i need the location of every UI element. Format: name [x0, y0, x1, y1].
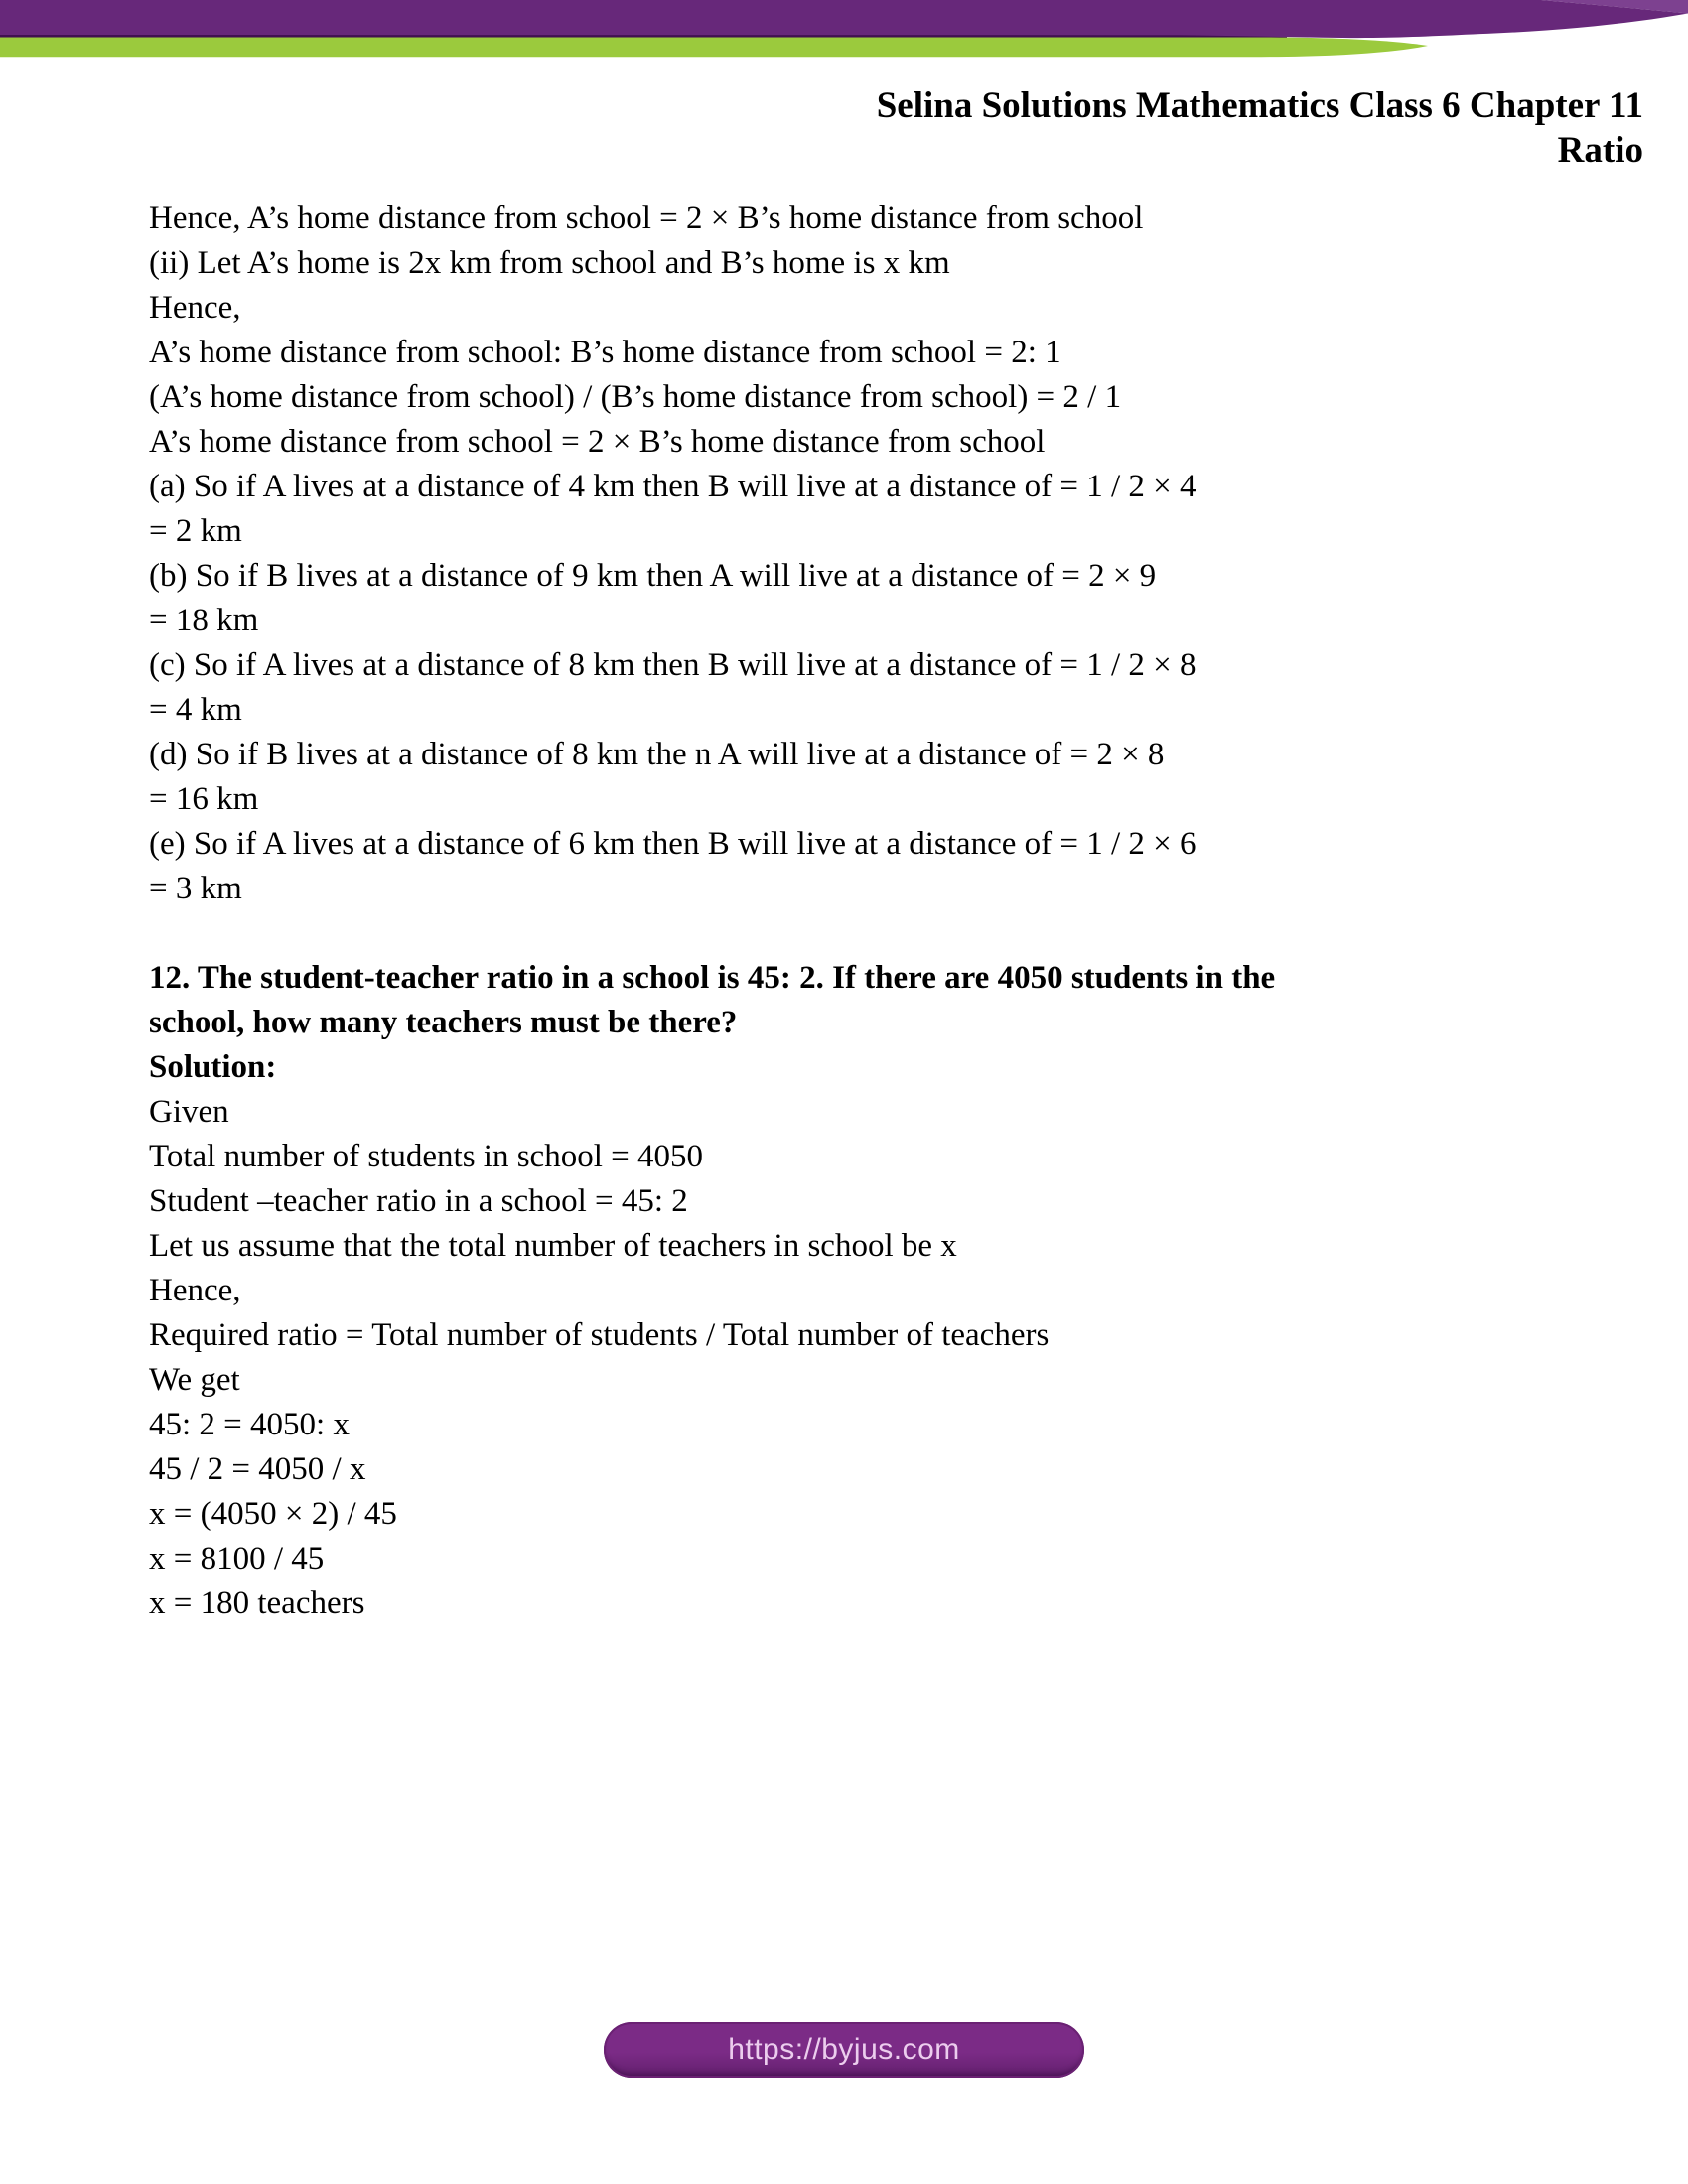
document-line: (d) So if B lives at a distance of 8 km the n A will live at a distance of = 2 × 8 — [149, 737, 1165, 772]
document-line: Given — [149, 1094, 229, 1130]
title-line-2: Ratio — [1557, 130, 1643, 171]
document-line: = 16 km — [149, 781, 259, 817]
document-line: Solution: — [149, 1049, 277, 1085]
document-line: 12. The student-teacher ratio in a school is 45: 2. If there are 4050 students in the — [149, 960, 1276, 996]
document-line: Required ratio = Total number of students / Total number of teachers — [149, 1317, 1050, 1353]
document-line: = 4 km — [149, 692, 242, 728]
document-line: 45 / 2 = 4050 / x — [149, 1451, 366, 1487]
document-line: = 2 km — [149, 513, 242, 549]
document-line: 45: 2 = 4050: x — [149, 1407, 350, 1442]
document-line: A’s home distance from school: B’s home distance from school = 2: 1 — [149, 335, 1061, 370]
document-body — [149, 197, 1648, 1626]
document-line: Hence, — [149, 290, 241, 326]
header-green-band — [0, 38, 1428, 58]
byjus-url-label: https://byjus.com — [728, 2033, 960, 2066]
header-purple-swoosh — [0, 0, 1688, 38]
byjus-link-pill[interactable] — [604, 2022, 1084, 2078]
document-line: x = (4050 × 2) / 45 — [149, 1496, 397, 1532]
document-line: x = 180 teachers — [149, 1585, 365, 1621]
document-line: We get — [149, 1362, 240, 1398]
document-line: x = 8100 / 45 — [149, 1541, 325, 1576]
title-line-1: Selina Solutions Mathematics Class 6 Chapter 11 — [876, 85, 1643, 126]
document-line: (e) So if A lives at a distance of 6 km then B will live at a distance of = 1 / 2 × 6 — [149, 826, 1196, 862]
document-line: (ii) Let A’s home is 2x km from school and B’s home is x km — [149, 245, 950, 281]
document-line: Total number of students in school = 4050 — [149, 1139, 703, 1174]
document-line: (b) So if B lives at a distance of 9 km then A will live at a distance of = 2 × 9 — [149, 558, 1157, 594]
document-line: = 3 km — [149, 871, 242, 906]
document-line: (c) So if A lives at a distance of 8 km then B will live at a distance of = 1 / 2 × 8 — [149, 647, 1196, 683]
document-line: Hence, A’s home distance from school = 2 × B’s home distance from school — [149, 201, 1144, 236]
document-line: A’s home distance from school = 2 × B’s home distance from school — [149, 424, 1046, 460]
document-line: school, how many teachers must be there? — [149, 1005, 738, 1040]
document-line: (A’s home distance from school) / (B’s home distance from school) = 2 / 1 — [149, 379, 1122, 415]
document-line: Hence, — [149, 1273, 241, 1308]
document-line: = 18 km — [149, 603, 259, 638]
document-line: Let us assume that the total number of teachers in school be x — [149, 1228, 957, 1264]
document-line — [149, 911, 1648, 956]
page-title — [877, 83, 1643, 173]
document-line: Student –teacher ratio in a school = 45: 2 — [149, 1183, 688, 1219]
document-line: (a) So if A lives at a distance of 4 km then B will live at a distance of = 1 / 2 × 4 — [149, 469, 1196, 504]
